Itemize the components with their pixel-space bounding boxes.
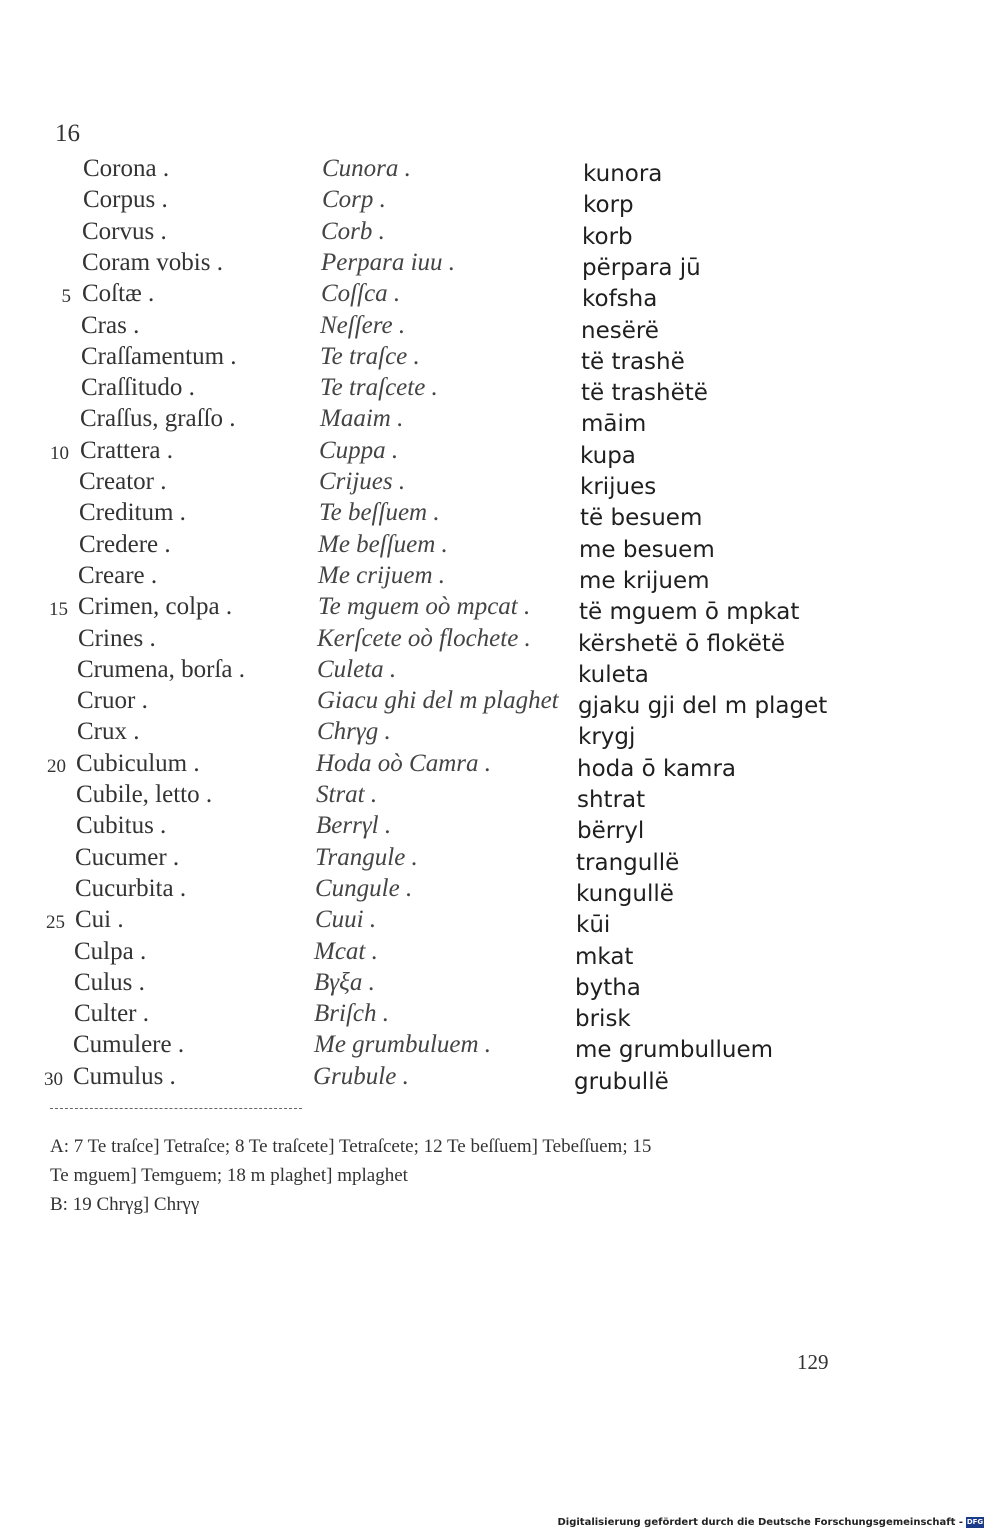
old-albanian-term: Kerſcete oò flochete . bbox=[317, 625, 531, 652]
modern-albanian-term: të trashëtë bbox=[581, 380, 708, 406]
modern-albanian-term: hoda ō kamra bbox=[577, 756, 737, 782]
modern-albanian-term: të besuem bbox=[580, 505, 703, 531]
entry-row bbox=[0, 906, 1000, 937]
latin-term: Coſtæ . bbox=[82, 280, 155, 307]
old-albanian-term: Hoda oò Camra . bbox=[316, 750, 492, 777]
line-number: 20 bbox=[47, 756, 66, 777]
modern-albanian-term: korb bbox=[582, 224, 633, 250]
footnote-a-line1: A: 7 Te traſce] Tetraſce; 8 Te traſcete] Tetraſcete; 12 Te beſſuem] Tebeſſuem; 15 bbox=[50, 1136, 652, 1157]
old-albanian-term: Me grumbuluem . bbox=[314, 1031, 492, 1058]
modern-albanian-term: të trashë bbox=[581, 349, 685, 375]
entry-row bbox=[0, 312, 1000, 343]
old-albanian-term: Cuui . bbox=[315, 906, 377, 933]
latin-term: Credere . bbox=[79, 531, 171, 558]
modern-albanian-term: kuleta bbox=[578, 662, 649, 688]
entry-row bbox=[0, 844, 1000, 875]
old-albanian-term: Culeta . bbox=[317, 656, 397, 683]
modern-albanian-term: krygj bbox=[578, 724, 636, 750]
entry-row bbox=[0, 875, 1000, 906]
entry-row bbox=[0, 969, 1000, 1000]
latin-term: Cucurbita . bbox=[75, 875, 187, 902]
modern-albanian-term: brisk bbox=[575, 1006, 631, 1032]
old-albanian-term: Te traſce . bbox=[320, 343, 420, 370]
entry-row bbox=[0, 531, 1000, 562]
modern-albanian-term: krijues bbox=[580, 474, 657, 500]
entry-row bbox=[0, 437, 1000, 468]
modern-albanian-term: kërshetë ō flokëtë bbox=[578, 631, 786, 657]
old-albanian-term: Cunora . bbox=[322, 155, 411, 182]
line-number: 30 bbox=[44, 1069, 63, 1090]
modern-albanian-term: me grumbulluem bbox=[575, 1037, 773, 1063]
dfg-logo: DFG bbox=[966, 1518, 984, 1526]
old-albanian-term: Mcat . bbox=[314, 938, 378, 965]
old-albanian-term: Maaim . bbox=[320, 405, 404, 432]
modern-albanian-term: nesërë bbox=[581, 318, 659, 344]
modern-albanian-term: korp bbox=[583, 192, 634, 218]
entry-row bbox=[0, 750, 1000, 781]
footnote-separator bbox=[50, 1108, 302, 1109]
entry-row bbox=[0, 812, 1000, 843]
old-albanian-term: Chrγg . bbox=[317, 718, 391, 745]
modern-albanian-term: kūi bbox=[576, 912, 611, 938]
line-number: 25 bbox=[46, 912, 65, 933]
footnote-b: B: 19 Chrγg] Chrγγ bbox=[50, 1194, 200, 1215]
entry-row bbox=[0, 374, 1000, 405]
latin-term: Cubile, letto . bbox=[76, 781, 213, 808]
latin-term: Corona . bbox=[83, 155, 170, 182]
old-albanian-term: Briſch . bbox=[314, 1000, 389, 1027]
modern-albanian-term: grubullë bbox=[574, 1069, 669, 1095]
old-albanian-term: Coſſca . bbox=[321, 280, 401, 307]
modern-albanian-term: kupa bbox=[580, 443, 636, 469]
entry-row bbox=[0, 155, 1000, 186]
latin-term: Cumulus . bbox=[73, 1063, 176, 1090]
entry-row bbox=[0, 687, 1000, 718]
old-albanian-term: Berrγl . bbox=[316, 812, 392, 839]
old-albanian-term: Giacu ghi del m plaghet bbox=[317, 687, 559, 714]
entry-row bbox=[0, 656, 1000, 687]
digitization-credit bbox=[557, 1517, 984, 1528]
old-albanian-term: Neſſere . bbox=[320, 312, 406, 339]
latin-term: Craſſitudo . bbox=[81, 374, 195, 401]
latin-term: Culter . bbox=[74, 1000, 149, 1027]
old-albanian-term: Cungule . bbox=[315, 875, 413, 902]
latin-term: Cruor . bbox=[77, 687, 148, 714]
latin-term: Crux . bbox=[77, 718, 140, 745]
modern-albanian-term: të mguem ō mpkat bbox=[579, 599, 800, 625]
latin-term: Crimen, colpa . bbox=[78, 593, 233, 620]
modern-albanian-term: mkat bbox=[575, 944, 634, 970]
line-number: 5 bbox=[61, 286, 71, 307]
old-albanian-term: Te traſcete . bbox=[320, 374, 438, 401]
old-albanian-term: Te beſſuem . bbox=[319, 499, 440, 526]
entry-row bbox=[0, 625, 1000, 656]
modern-albanian-term: māim bbox=[581, 411, 647, 437]
latin-term: Coram vobis . bbox=[82, 249, 223, 276]
old-albanian-term: Grubule . bbox=[313, 1063, 409, 1090]
latin-term: Cras . bbox=[81, 312, 140, 339]
modern-albanian-term: kunora bbox=[583, 161, 663, 187]
entry-row bbox=[0, 186, 1000, 217]
entry-row bbox=[0, 781, 1000, 812]
latin-term: Corvus . bbox=[82, 218, 167, 245]
page-number-bottom: 129 bbox=[797, 1350, 829, 1374]
entry-row bbox=[0, 405, 1000, 436]
entry-row bbox=[0, 218, 1000, 249]
latin-term: Corpus . bbox=[83, 186, 168, 213]
modern-albanian-term: kofsha bbox=[582, 286, 658, 312]
entry-row bbox=[0, 468, 1000, 499]
old-albanian-term: Perpara iuu . bbox=[321, 249, 456, 276]
credit-text: Digitalisierung gefördert durch die Deutsche Forschungsgemeinschaft - bbox=[557, 1517, 963, 1528]
old-albanian-term: Te mguem oò mpcat . bbox=[318, 593, 531, 620]
latin-term: Creare . bbox=[78, 562, 158, 589]
modern-albanian-term: trangullë bbox=[576, 850, 680, 876]
modern-albanian-term: bytha bbox=[575, 975, 641, 1001]
entry-row bbox=[0, 280, 1000, 311]
latin-term: Creditum . bbox=[79, 499, 186, 526]
old-albanian-term: Bγξa . bbox=[314, 969, 375, 996]
latin-term: Creator . bbox=[79, 468, 167, 495]
modern-albanian-term: me besuem bbox=[579, 537, 715, 563]
entry-row bbox=[0, 249, 1000, 280]
old-albanian-term: Crijues . bbox=[319, 468, 406, 495]
latin-term: Culus . bbox=[74, 969, 145, 996]
latin-term: Crines . bbox=[78, 625, 156, 652]
entry-row bbox=[0, 593, 1000, 624]
entry-row bbox=[0, 499, 1000, 530]
entry-row bbox=[0, 938, 1000, 969]
old-albanian-term: Cuppa . bbox=[319, 437, 399, 464]
latin-term: Crumena, borſa . bbox=[77, 656, 246, 683]
line-number: 10 bbox=[50, 443, 69, 464]
entry-row bbox=[0, 1000, 1000, 1031]
latin-term: Craſſamentum . bbox=[81, 343, 237, 370]
old-albanian-term: Corp . bbox=[322, 186, 386, 213]
entry-row bbox=[0, 1031, 1000, 1062]
latin-term: Cui . bbox=[75, 906, 124, 933]
old-albanian-term: Corb . bbox=[321, 218, 385, 245]
entry-row bbox=[0, 562, 1000, 593]
modern-albanian-term: me krijuem bbox=[579, 568, 710, 594]
footnote-a-line2: Te mguem] Temguem; 18 m plaghet] mplaghet bbox=[50, 1165, 408, 1186]
modern-albanian-term: kungullë bbox=[576, 881, 674, 907]
old-albanian-term: Strat . bbox=[316, 781, 378, 808]
entry-row bbox=[0, 343, 1000, 374]
latin-term: Cucumer . bbox=[75, 844, 180, 871]
old-albanian-term: Trangule . bbox=[315, 844, 418, 871]
latin-term: Cumulere . bbox=[73, 1031, 185, 1058]
entry-row bbox=[0, 1063, 1000, 1094]
latin-term: Crattera . bbox=[80, 437, 174, 464]
latin-term: Cubitus . bbox=[76, 812, 167, 839]
entry-row bbox=[0, 718, 1000, 749]
modern-albanian-term: gjaku gji del m plaget bbox=[578, 693, 828, 719]
page-number-top: 16 bbox=[55, 120, 80, 147]
old-albanian-term: Me beſſuem . bbox=[318, 531, 448, 558]
line-number: 15 bbox=[49, 599, 68, 620]
old-albanian-term: Me crijuem . bbox=[318, 562, 446, 589]
latin-term: Craſſus, graſſo . bbox=[80, 405, 236, 432]
modern-albanian-term: përpara jū bbox=[582, 255, 701, 281]
latin-term: Cubiculum . bbox=[76, 750, 200, 777]
latin-term: Culpa . bbox=[74, 938, 147, 965]
modern-albanian-term: shtrat bbox=[577, 787, 646, 813]
modern-albanian-term: bërryl bbox=[577, 818, 645, 844]
